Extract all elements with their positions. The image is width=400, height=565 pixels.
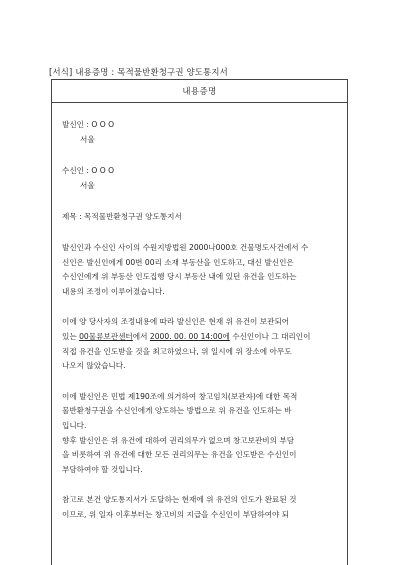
storage-center-name: 00물류보관센터 [79,331,133,341]
text-segment: 있는 [62,331,80,341]
paragraph-line: 신인은 발신인에게 00번 00리 소재 부동산을 인도하고, 대신 발신인은 [62,257,294,267]
delivery-datetime: 2000. 00. 00 14:00에 [149,331,230,341]
receiver-name: 수신인 : O O O [62,166,115,176]
paragraph-2 [62,315,337,373]
paragraph-line: 직접 유건을 인도받을 것을 최고하였으나, 위 일시에 위 장소에 아무도 [62,346,292,356]
paragraph-line: 내용의 조정이 이루어졌습니다. [62,286,165,296]
document-frame [51,79,348,565]
paragraph-line: 이에 발신인은 민법 제190조에 의거하여 창고임치(보관자)에 대한 목적 [62,391,298,401]
document-caption: [서식] 내용증명 : 목적물반환청구권 양도통지서 [49,67,228,77]
document-title-row [52,80,347,103]
paragraph-line: 발신인과 수신인 사이의 수원지방법원 2000나000호 건물명도사건에서 수 [62,242,309,252]
paragraph-line: 참고로 본건 양도통지서가 도달하는 현재에 위 유건의 인도가 완료된 것 [62,495,297,505]
sender-name: 발신인 : O O O [62,120,115,129]
paragraph-line-with-underline [62,330,337,345]
paragraph-line: 부담하여야 할 것입니다. [62,464,143,474]
paragraph-line: 입니다. [62,420,87,430]
paragraph-line: 이므로, 위 일자 이후부터는 창고비의 지급을 수신인이 부담하여야 되 [62,509,290,519]
paragraph-line: 을 비롯하여 위 유건에 대한 모든 권리의무는 유건을 인도받은 수신인이 [62,450,297,460]
paragraph-line: 나오지 않았습니다. [62,361,126,371]
text-segment: 에서 [132,331,150,341]
document-subject: 제목 : 목적물반환청구권 양도통지서 [62,212,182,222]
paragraph-3 [62,390,337,478]
paragraph-4 [62,493,337,522]
document-body [52,118,347,522]
paragraph-line: 향후 발신인은 위 유건에 대하여 권리의무가 없으며 창고보관비의 부담 [62,435,295,445]
paragraph-1 [62,241,337,299]
sender-block [62,118,337,147]
paragraph-line: 이에 양 당사자의 조정내용에 따라 발신인은 현재 위 유건이 보관되어 [62,317,290,327]
document-title: 내용증명 [182,86,217,96]
receiver-address: 서울 [80,180,95,190]
receiver-block [62,164,337,193]
paragraph-line: 수신인에게 위 부동산 인도집행 당시 부동산 내에 있던 유건을 인도하는 [62,272,297,282]
sender-address: 서울 [80,134,95,144]
paragraph-line: 물반환청구권을 수신인에게 양도하는 방법으로 위 유건을 인도하는 바 [62,406,292,416]
text-segment: 수신인이나 그 대리인이 [229,331,311,341]
